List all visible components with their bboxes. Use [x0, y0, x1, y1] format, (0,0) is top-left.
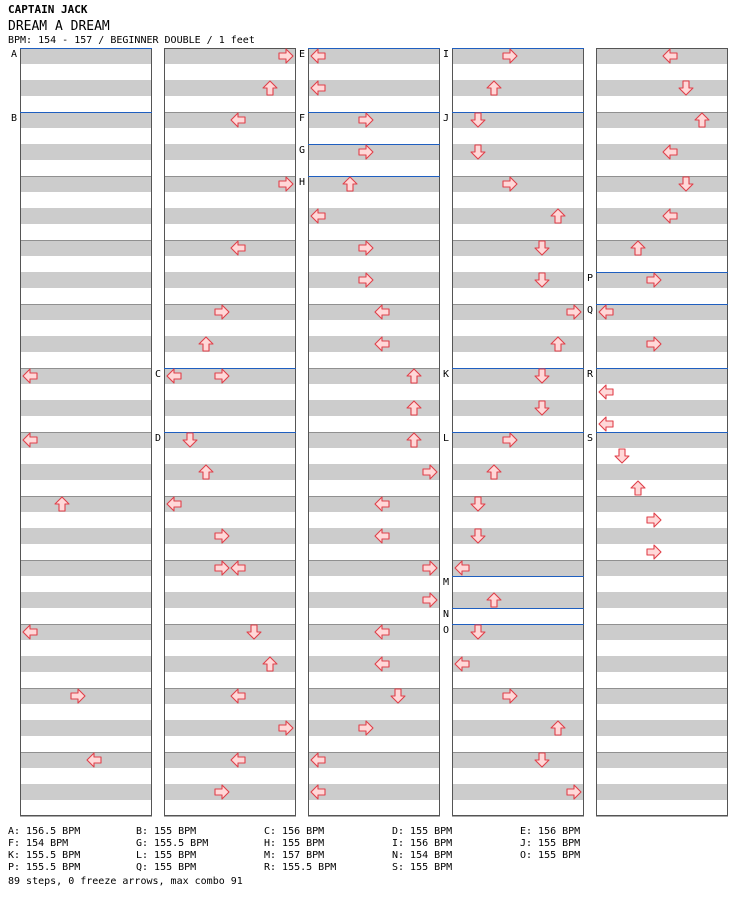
beat-stripe [164, 144, 296, 160]
beat-stripe [596, 400, 728, 416]
bpm-legend-column-5 [520, 826, 580, 862]
beat-stripe [596, 144, 728, 160]
beat-stripe [308, 80, 440, 96]
beat-stripe [164, 464, 296, 480]
beat-stripe [164, 176, 296, 192]
bpm-marker-label: A [11, 49, 18, 60]
beat-stripe [164, 112, 296, 128]
beat-stripe [452, 240, 584, 256]
beat-stripe [308, 528, 440, 544]
chart-info: BPM: 154 - 157 / BEGINNER DOUBLE / 1 feet [8, 35, 255, 46]
beat-stripe [20, 368, 152, 384]
bpm-marker-label: F [299, 113, 306, 124]
beat-stripe [596, 208, 728, 224]
bpm-legend-entry: A: 156.5 BPM [8, 826, 81, 837]
beat-stripe [20, 144, 152, 160]
beat-stripe [596, 176, 728, 192]
bpm-legend-entry: D: 155 BPM [392, 826, 453, 837]
beat-stripe [20, 48, 152, 64]
beat-stripe [164, 208, 296, 224]
bpm-marker-label: Q [587, 305, 594, 316]
beat-stripe [452, 560, 584, 576]
beat-stripe [164, 528, 296, 544]
beat-stripe [164, 592, 296, 608]
beat-stripe [452, 368, 584, 384]
artist-name: CAPTAIN JACK [8, 3, 88, 16]
beat-stripe [452, 464, 584, 480]
beat-stripe [20, 784, 152, 800]
bpm-marker-label: P [587, 273, 594, 284]
beat-stripe [20, 496, 152, 512]
beat-stripe [452, 688, 584, 704]
beat-stripe [308, 208, 440, 224]
beat-stripe [308, 240, 440, 256]
bpm-legend-column-1 [8, 826, 80, 874]
step-summary: 89 steps, 0 freeze arrows, max combo 91 [8, 876, 243, 887]
beat-stripe [596, 496, 728, 512]
beat-stripe [164, 560, 296, 576]
beat-stripe [596, 240, 728, 256]
beat-stripe [596, 464, 728, 480]
bpm-marker-label: L [443, 433, 450, 444]
beat-stripe [164, 496, 296, 512]
bpm-marker-label: D [155, 433, 162, 444]
beat-stripe [596, 624, 728, 640]
beat-stripe [308, 112, 440, 128]
beat-stripe [452, 80, 584, 96]
song-title: DREAM A DREAM [8, 19, 110, 34]
beat-stripe [164, 272, 296, 288]
beat-stripe [164, 240, 296, 256]
beat-stripe [164, 48, 296, 64]
bpm-marker-label: O [443, 625, 450, 636]
beat-stripe [596, 432, 728, 448]
bpm-marker-label: J [443, 113, 450, 124]
beat-stripe [308, 144, 440, 160]
bpm-marker-label: B [11, 113, 18, 124]
beat-stripe [308, 272, 440, 288]
bpm-legend-entry: E: 156 BPM [520, 826, 581, 837]
bpm-legend-entry: M: 157 BPM [264, 850, 325, 861]
beat-stripe [20, 464, 152, 480]
bpm-marker-label: I [443, 49, 450, 60]
beat-stripe [596, 336, 728, 352]
beat-stripe [452, 400, 584, 416]
beat-stripe [20, 656, 152, 672]
beat-stripe [596, 272, 728, 288]
beat-stripe [452, 656, 584, 672]
beat-stripe [308, 176, 440, 192]
bpm-marker-label: E [299, 49, 306, 60]
beat-stripe [20, 720, 152, 736]
beat-stripe [596, 720, 728, 736]
bpm-legend-entry: P: 155.5 BPM [8, 862, 81, 873]
beat-stripe [20, 336, 152, 352]
bpm-marker-label: M [443, 577, 450, 588]
bpm-marker-label: K [443, 369, 450, 380]
beat-stripe [20, 112, 152, 128]
beat-stripe [308, 688, 440, 704]
beat-stripe [452, 784, 584, 800]
beat-stripe [164, 752, 296, 768]
beat-stripe [20, 80, 152, 96]
beat-stripe [308, 752, 440, 768]
beat-stripe [596, 48, 728, 64]
bpm-legend-entry: B: 155 BPM [136, 826, 197, 837]
bpm-marker-label: S [587, 433, 594, 444]
beat-stripe [20, 432, 152, 448]
beat-stripe [596, 656, 728, 672]
beat-stripe [308, 304, 440, 320]
beat-stripe [596, 368, 728, 384]
bpm-legend-column-4 [392, 826, 452, 874]
bpm-legend-entry: C: 156 BPM [264, 826, 325, 837]
beat-stripe [452, 48, 584, 64]
beat-stripe [308, 624, 440, 640]
bpm-marker-label: C [155, 369, 162, 380]
beat-stripe [308, 48, 440, 64]
beat-stripe [20, 208, 152, 224]
beat-stripe [20, 752, 152, 768]
beat-stripe [596, 528, 728, 544]
beat-stripe [20, 528, 152, 544]
bpm-legend-entry: S: 155 BPM [392, 862, 453, 873]
bpm-legend-entry: H: 155 BPM [264, 838, 325, 849]
bpm-legend-entry: K: 155.5 BPM [8, 850, 81, 861]
beat-stripe [164, 688, 296, 704]
bpm-legend-entry: R: 155.5 BPM [264, 862, 337, 873]
beat-stripe [308, 656, 440, 672]
bpm-marker-label: N [443, 609, 450, 620]
beat-stripe [596, 752, 728, 768]
beat-stripe [20, 176, 152, 192]
beat-stripe [308, 784, 440, 800]
beat-stripe [452, 176, 584, 192]
beat-stripe [308, 496, 440, 512]
bpm-legend-entry: Q: 155 BPM [136, 862, 197, 873]
beat-stripe [20, 560, 152, 576]
bpm-legend-entry: F: 154 BPM [8, 838, 69, 849]
beat-stripe [596, 784, 728, 800]
bpm-marker-label: H [299, 177, 306, 188]
beat-stripe [164, 784, 296, 800]
beat-stripe [596, 80, 728, 96]
beat-stripe [308, 592, 440, 608]
beat-stripe [20, 400, 152, 416]
beat-stripe [308, 720, 440, 736]
beat-stripe [164, 368, 296, 384]
beat-stripe [164, 304, 296, 320]
beat-stripe [596, 592, 728, 608]
beat-stripe [164, 336, 296, 352]
bpm-legend-column-3 [264, 826, 336, 874]
bpm-marker-label: G [299, 145, 306, 156]
beat-stripe [20, 240, 152, 256]
beat-stripe [20, 624, 152, 640]
bpm-legend-entry: N: 154 BPM [392, 850, 453, 861]
beat-stripe [164, 624, 296, 640]
beat-stripe [452, 752, 584, 768]
beat-stripe [452, 272, 584, 288]
beat-stripe [452, 432, 584, 448]
beat-stripe [164, 400, 296, 416]
beat-stripe [596, 560, 728, 576]
beat-stripe [20, 304, 152, 320]
beat-stripe [20, 688, 152, 704]
bpm-legend-entry: G: 155.5 BPM [136, 838, 209, 849]
bpm-legend-entry: L: 155 BPM [136, 850, 197, 861]
beat-stripe [20, 272, 152, 288]
bpm-legend-entry: O: 155 BPM [520, 850, 581, 861]
beat-stripe [164, 720, 296, 736]
bpm-marker-label: R [587, 369, 594, 380]
bpm-legend-entry: J: 155 BPM [520, 838, 581, 849]
bpm-legend-column-2 [136, 826, 208, 874]
beat-stripe [308, 560, 440, 576]
beat-stripe [452, 592, 584, 608]
beat-stripe [452, 304, 584, 320]
beat-stripe [596, 688, 728, 704]
beat-stripe [308, 464, 440, 480]
beat-stripe [20, 592, 152, 608]
beat-stripe [596, 304, 728, 320]
bpm-legend-entry: I: 156 BPM [392, 838, 453, 849]
beat-stripe [308, 336, 440, 352]
